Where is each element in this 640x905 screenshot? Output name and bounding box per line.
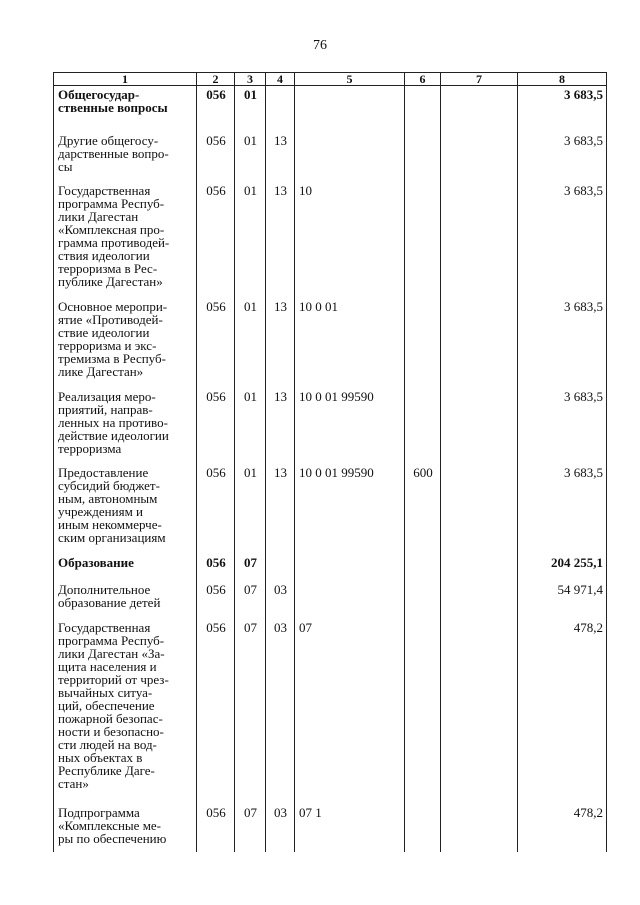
code-section: 01 xyxy=(235,132,266,182)
code-section: 07 xyxy=(235,554,266,581)
row-name: Предоставление субсидий бюджет- ным, автономным учреждениям и иным некоммерче- ским организациям xyxy=(54,464,197,554)
row-name: Государственная программа Респуб- лики Дагестан «Комплексная про- грамма противодей- ствия идеологии терроризма в Рес- публике Дагестан» xyxy=(54,182,197,298)
code-expense-type xyxy=(405,182,441,298)
column-header: 5 xyxy=(295,73,405,86)
code-subsection: 03 xyxy=(266,619,295,804)
code-expense-type xyxy=(405,388,441,464)
row-name: Дополнительное образование детей xyxy=(54,581,197,619)
column-header: 3 xyxy=(235,73,266,86)
code-target-article xyxy=(295,581,405,619)
code-subsection: 13 xyxy=(266,182,295,298)
row-name: Государственная программа Респуб- лики Дагестан «За- щита населения и территорий от чрез- вычайных ситуа- ций, обеспечение пожарной безопас- ности и безопасно- сти людей на вод- ных объектах в Республике Даге- стан» xyxy=(54,619,197,804)
code-target-article: 07 1 xyxy=(295,804,405,852)
table-row xyxy=(54,554,607,581)
code-target-article: 10 xyxy=(295,182,405,298)
code-subsection: 03 xyxy=(266,581,295,619)
table-row xyxy=(54,86,607,132)
code-col7 xyxy=(441,388,518,464)
row-name: Реализация меро- приятий, направ- ленных на противо- действие идеологии терроризма xyxy=(54,388,197,464)
row-amount: 3 683,5 xyxy=(518,132,607,182)
code-col7 xyxy=(441,132,518,182)
code-section: 01 xyxy=(235,298,266,388)
code-target-article xyxy=(295,86,405,132)
code-gl-admin: 056 xyxy=(197,182,235,298)
code-expense-type xyxy=(405,86,441,132)
code-subsection: 13 xyxy=(266,298,295,388)
row-amount: 478,2 xyxy=(518,804,607,852)
code-expense-type xyxy=(405,581,441,619)
code-subsection xyxy=(266,554,295,581)
code-expense-type xyxy=(405,132,441,182)
column-header: 1 xyxy=(54,73,197,86)
code-subsection: 13 xyxy=(266,388,295,464)
code-gl-admin: 056 xyxy=(197,298,235,388)
table-row xyxy=(54,182,607,298)
row-amount: 3 683,5 xyxy=(518,464,607,554)
page-number: 76 xyxy=(313,38,327,53)
row-amount: 478,2 xyxy=(518,619,607,804)
code-target-article: 10 0 01 xyxy=(295,298,405,388)
code-col7 xyxy=(441,554,518,581)
code-expense-type xyxy=(405,619,441,804)
code-section: 07 xyxy=(235,619,266,804)
row-name: Подпрограмма «Комплексные ме- ры по обеспечению xyxy=(54,804,197,852)
code-target-article: 10 0 01 99590 xyxy=(295,464,405,554)
code-subsection xyxy=(266,86,295,132)
code-section: 01 xyxy=(235,86,266,132)
code-expense-type xyxy=(405,804,441,852)
row-amount: 3 683,5 xyxy=(518,86,607,132)
row-amount: 3 683,5 xyxy=(518,298,607,388)
row-amount: 204 255,1 xyxy=(518,554,607,581)
code-expense-type xyxy=(405,554,441,581)
code-subsection: 03 xyxy=(266,804,295,852)
code-target-article: 07 xyxy=(295,619,405,804)
column-header: 8 xyxy=(518,73,607,86)
column-header: 6 xyxy=(405,73,441,86)
code-col7 xyxy=(441,298,518,388)
code-col7 xyxy=(441,804,518,852)
code-col7 xyxy=(441,581,518,619)
row-name: Основное меропри- ятие «Противодей- ствие идеологии терроризма и экс- тремизма в Респуб- лике Дагестан» xyxy=(54,298,197,388)
table-row xyxy=(54,581,607,619)
code-col7 xyxy=(441,86,518,132)
table-row xyxy=(54,132,607,182)
code-gl-admin: 056 xyxy=(197,619,235,804)
code-section: 07 xyxy=(235,804,266,852)
code-section: 07 xyxy=(235,581,266,619)
table-row xyxy=(54,619,607,804)
row-name: Другие общегосу- дарственные вопро- сы xyxy=(54,132,197,182)
code-col7 xyxy=(441,619,518,804)
code-col7 xyxy=(441,464,518,554)
code-subsection: 13 xyxy=(266,464,295,554)
header-row xyxy=(54,73,607,86)
table-row xyxy=(54,388,607,464)
code-expense-type: 600 xyxy=(405,464,441,554)
code-target-article: 10 0 01 99590 xyxy=(295,388,405,464)
code-gl-admin: 056 xyxy=(197,804,235,852)
code-section: 01 xyxy=(235,388,266,464)
code-section: 01 xyxy=(235,464,266,554)
code-target-article xyxy=(295,132,405,182)
code-gl-admin: 056 xyxy=(197,464,235,554)
table-row xyxy=(54,464,607,554)
code-subsection: 13 xyxy=(266,132,295,182)
code-gl-admin: 056 xyxy=(197,86,235,132)
row-amount: 54 971,4 xyxy=(518,581,607,619)
row-amount: 3 683,5 xyxy=(518,388,607,464)
budget-table xyxy=(53,72,607,852)
code-target-article xyxy=(295,554,405,581)
column-header: 7 xyxy=(441,73,518,86)
table-row xyxy=(54,298,607,388)
code-expense-type xyxy=(405,298,441,388)
code-gl-admin: 056 xyxy=(197,581,235,619)
column-header: 4 xyxy=(266,73,295,86)
row-name: Общегосудар- ственные вопросы xyxy=(54,86,197,132)
code-gl-admin: 056 xyxy=(197,554,235,581)
code-col7 xyxy=(441,182,518,298)
row-name: Образование xyxy=(54,554,197,581)
row-amount: 3 683,5 xyxy=(518,182,607,298)
code-gl-admin: 056 xyxy=(197,132,235,182)
table-row xyxy=(54,804,607,852)
code-gl-admin: 056 xyxy=(197,388,235,464)
column-header: 2 xyxy=(197,73,235,86)
code-section: 01 xyxy=(235,182,266,298)
